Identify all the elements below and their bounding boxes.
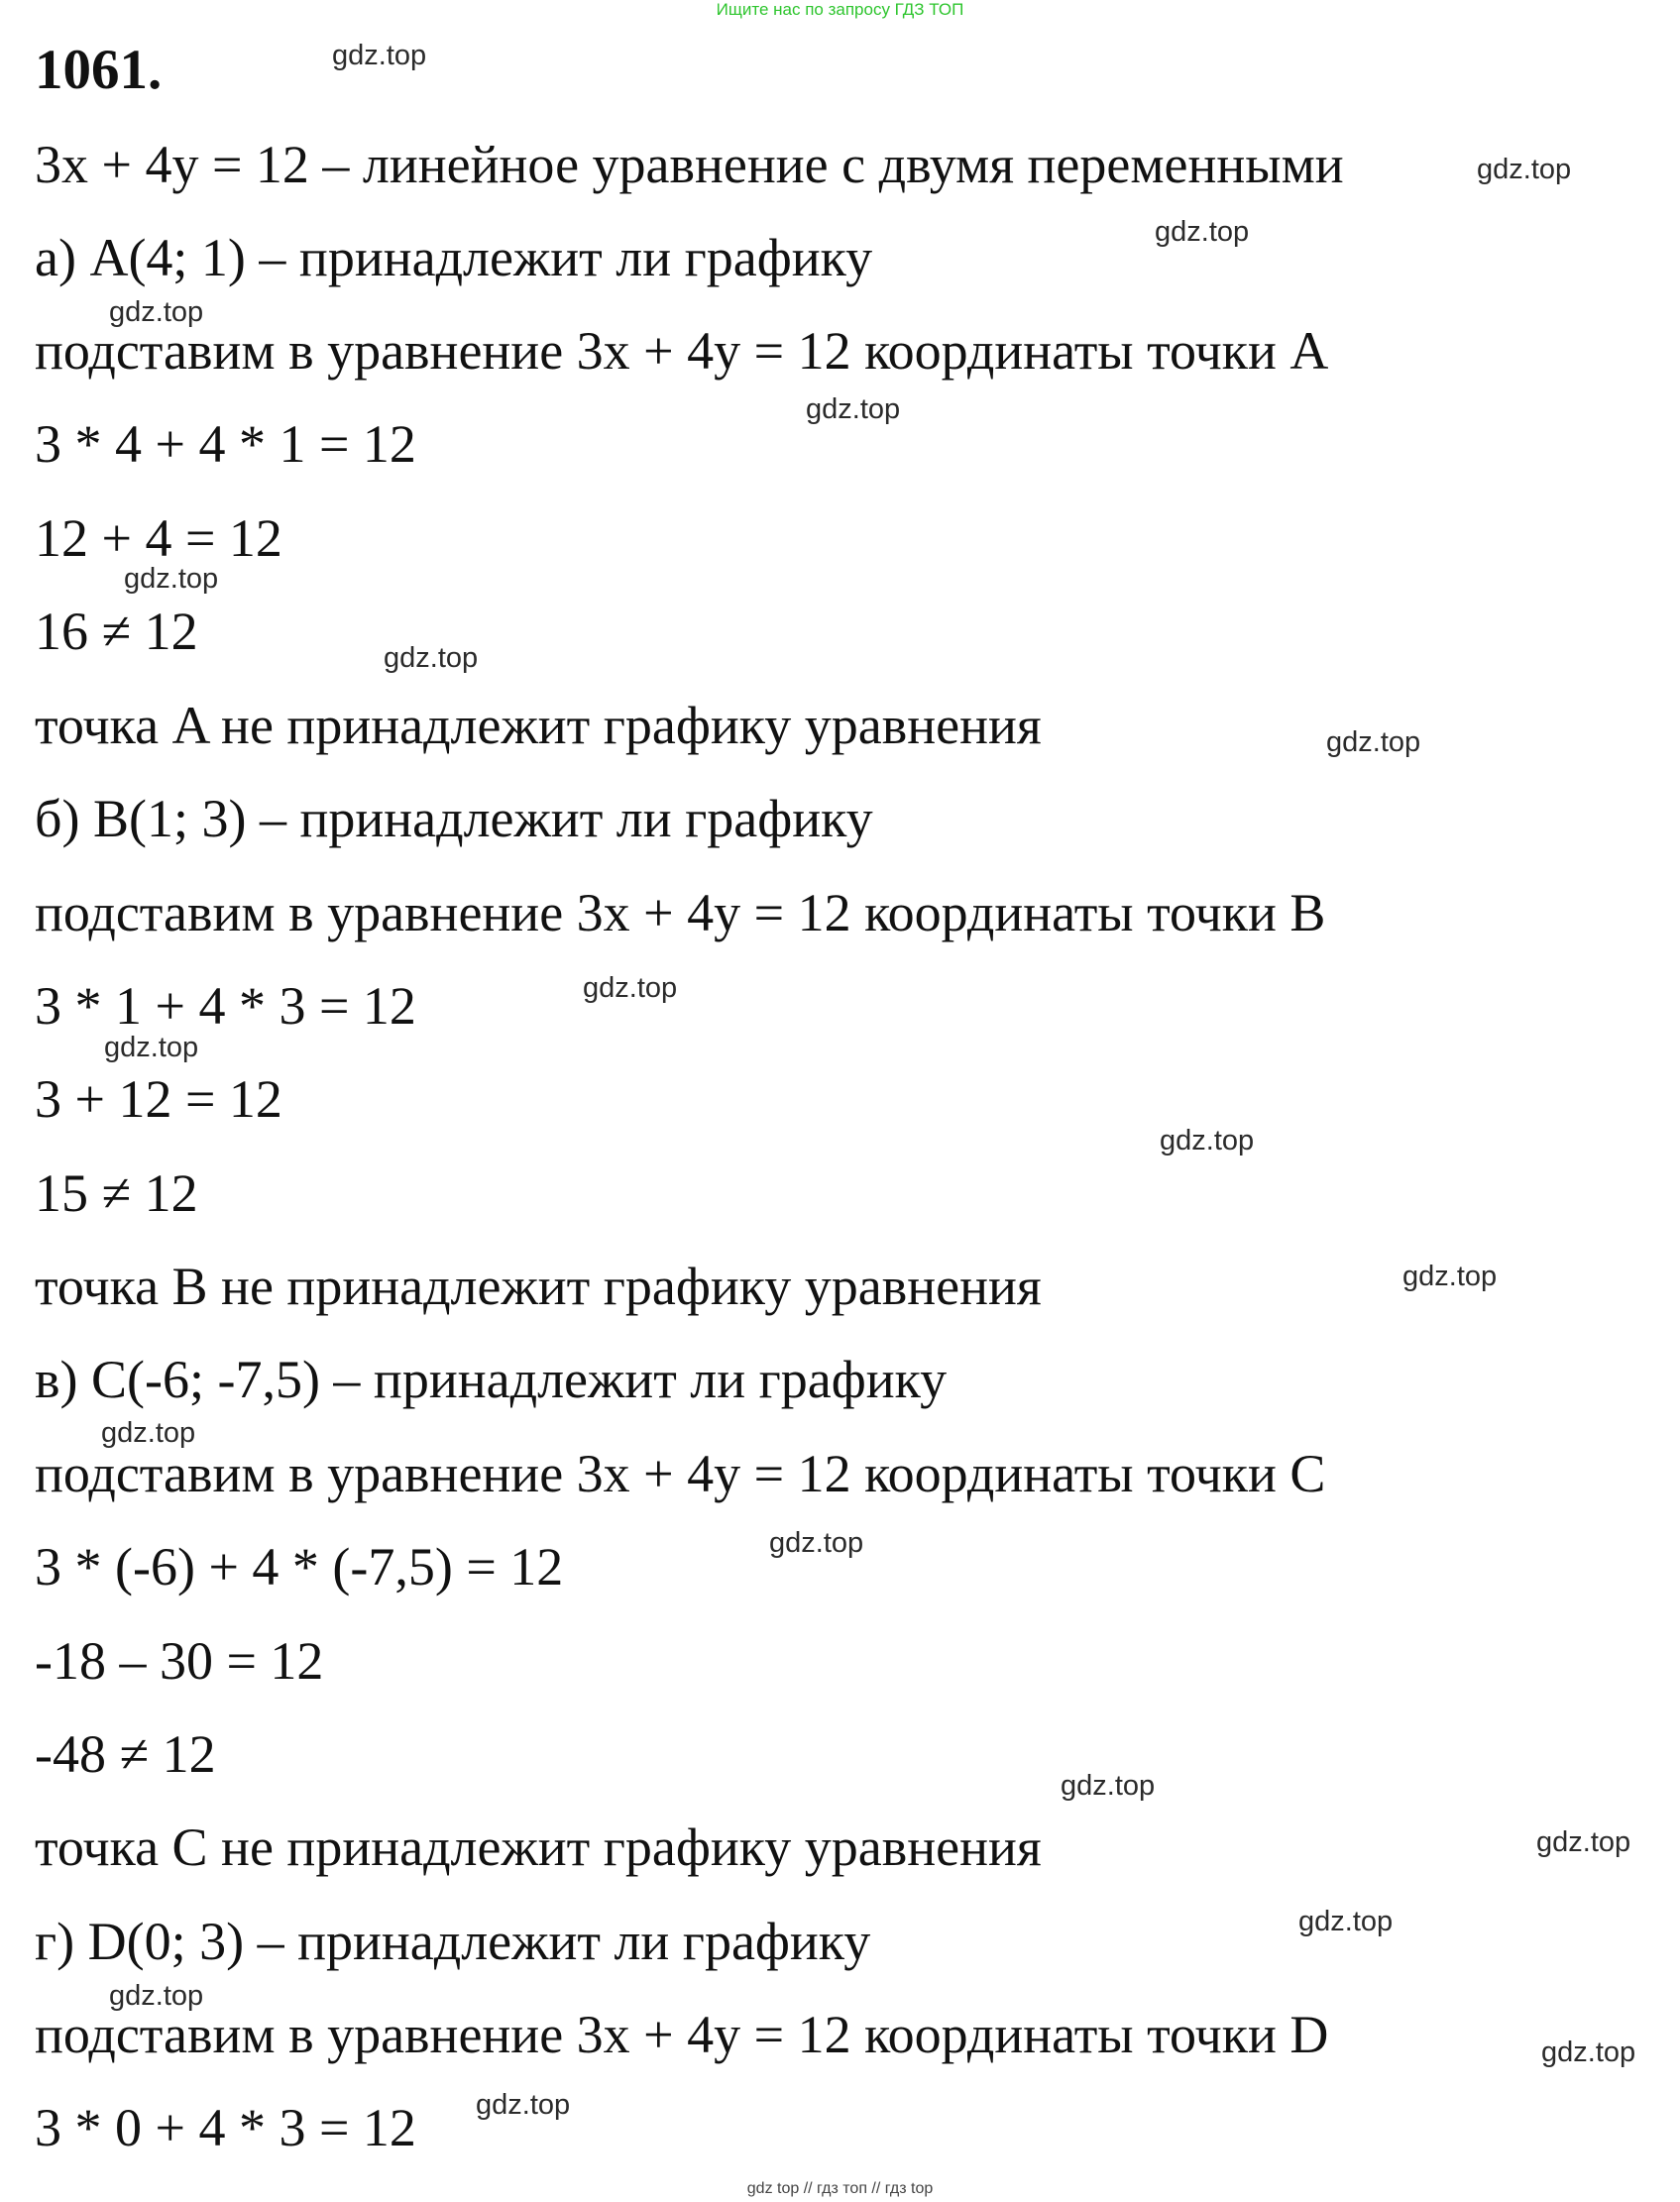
part-b-question: б) B(1; 3) – принадлежит ли графику — [35, 789, 873, 848]
part-b-result: 15 ≠ 12 — [35, 1163, 198, 1223]
watermark: gdz.top — [1326, 726, 1421, 758]
watermark: gdz.top — [332, 40, 427, 71]
task-number: 1061. — [35, 39, 163, 101]
footer: gdz top // гдз топ // гдз top — [746, 2180, 934, 2197]
part-c-result: -48 ≠ 12 — [35, 1724, 216, 1784]
part-b-substitute: подставим в уравнение 3x + 4y = 12 координаты точки B — [35, 883, 1326, 942]
watermark: gdz.top — [583, 972, 678, 1004]
watermark: gdz.top — [806, 393, 901, 425]
part-a-conclusion: точка A не принадлежит графику уравнения — [35, 696, 1042, 755]
watermark: gdz.top — [101, 1417, 196, 1449]
part-a-substitute: подставим в уравнение 3x + 4y = 12 координаты точки A — [35, 321, 1329, 381]
watermark: gdz.top — [1298, 1906, 1394, 1937]
part-c-substitute: подставим в уравнение 3x + 4y = 12 координаты точки C — [35, 1444, 1326, 1503]
part-a-calc-2: 12 + 4 = 12 — [35, 508, 282, 568]
part-d-calc-1: 3 * 0 + 4 * 3 = 12 — [35, 2098, 416, 2157]
part-b-calc-1: 3 * 1 + 4 * 3 = 12 — [35, 976, 416, 1036]
watermark: gdz.top — [476, 2089, 571, 2121]
watermark: gdz.top — [1541, 2037, 1636, 2068]
watermark: gdz.top — [1477, 154, 1572, 185]
part-a-calc-1: 3 * 4 + 4 * 1 = 12 — [35, 414, 416, 474]
watermark: gdz.top — [1155, 216, 1250, 248]
watermark: gdz.top — [384, 642, 479, 674]
equation-line: 3x + 4y = 12 – линейное уравнение с двумя переменными — [35, 135, 1344, 194]
watermark: gdz.top — [1536, 1826, 1631, 1858]
watermark: gdz.top — [1402, 1261, 1498, 1292]
watermark: gdz.top — [109, 296, 204, 328]
watermark: gdz.top — [1160, 1125, 1255, 1156]
part-c-calc-2: -18 – 30 = 12 — [35, 1631, 324, 1691]
watermark: gdz.top — [109, 1980, 204, 2012]
watermark: gdz.top — [104, 1032, 199, 1063]
part-a-question: а) A(4; 1) – принадлежит ли графику — [35, 228, 873, 287]
part-c-calc-1: 3 * (-6) + 4 * (-7,5) = 12 — [35, 1537, 564, 1596]
top-banner: Ищите нас по запросу ГДЗ ТОП — [716, 0, 964, 19]
part-d-question: г) D(0; 3) – принадлежит ли графику — [35, 1912, 871, 1971]
watermark: gdz.top — [124, 563, 219, 595]
part-b-calc-2: 3 + 12 = 12 — [35, 1069, 282, 1129]
part-b-conclusion: точка B не принадлежит графику уравнения — [35, 1257, 1042, 1316]
part-d-substitute: подставим в уравнение 3x + 4y = 12 координаты точки D — [35, 2005, 1329, 2064]
part-a-result: 16 ≠ 12 — [35, 602, 198, 661]
part-c-conclusion: точка C не принадлежит графику уравнения — [35, 1817, 1042, 1877]
part-c-question: в) C(-6; -7,5) – принадлежит ли графику — [35, 1350, 948, 1409]
watermark: gdz.top — [1061, 1770, 1156, 1802]
watermark: gdz.top — [769, 1527, 864, 1559]
